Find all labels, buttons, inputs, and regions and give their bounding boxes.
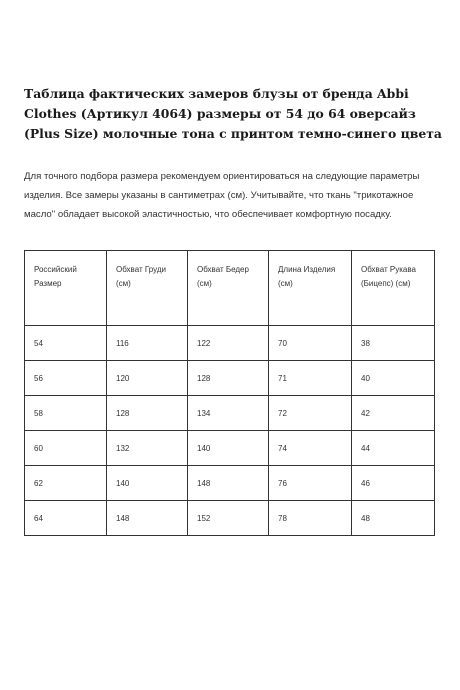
table-cell: 152	[188, 501, 269, 536]
table-cell: 74	[269, 431, 352, 466]
table-cell: 40	[352, 361, 435, 396]
header-label: (см)	[197, 279, 212, 288]
table-row	[25, 431, 435, 466]
header-sleeve	[352, 251, 435, 326]
table-cell: 122	[188, 326, 269, 361]
table-cell: 60	[25, 431, 107, 466]
table-cell: 148	[107, 501, 188, 536]
table-cell: 42	[352, 396, 435, 431]
header-hips	[188, 251, 269, 326]
table-cell: 70	[269, 326, 352, 361]
table-cell: 128	[188, 361, 269, 396]
header-label: Обхват Груди	[116, 265, 166, 274]
table-cell: 134	[188, 396, 269, 431]
table-row	[25, 396, 435, 431]
size-chart-table	[24, 250, 435, 536]
table-cell: 78	[269, 501, 352, 536]
header-label: Размер	[34, 279, 62, 288]
header-length	[269, 251, 352, 326]
table-cell: 58	[25, 396, 107, 431]
table-cell: 140	[188, 431, 269, 466]
table-cell: 56	[25, 361, 107, 396]
table-cell: 62	[25, 466, 107, 501]
intro-paragraph: Для точного подбора размера рекомендуем ориентироваться на следующие параметры изделия. Все замеры указаны в сантиметрах (см). Учитывайте, что ткань "трикотажное масло" обладает высокой эластичностью, что обеспечивает комфортную посадку.	[24, 171, 420, 220]
table-cell: 72	[269, 396, 352, 431]
header-label: Обхват Рукава	[361, 265, 416, 274]
document-title: Таблица фактических замеров блузы от бренда Abbi Clothes (Артикул 4064) размеры от 54 до 64 оверсайз (Plus Size) молочные тона с принтом темно-синего цвета	[24, 86, 442, 141]
table-cell: 116	[107, 326, 188, 361]
header-chest	[107, 251, 188, 326]
table-cell: 128	[107, 396, 188, 431]
table-cell: 76	[269, 466, 352, 501]
header-label: Российский	[34, 265, 77, 274]
table-cell: 46	[352, 466, 435, 501]
table-cell: 132	[107, 431, 188, 466]
header-label: (см)	[278, 279, 293, 288]
table-cell: 148	[188, 466, 269, 501]
table-header-row	[25, 251, 435, 326]
table-row	[25, 466, 435, 501]
table-cell: 140	[107, 466, 188, 501]
table-row	[25, 501, 435, 536]
table-cell: 120	[107, 361, 188, 396]
table-cell: 54	[25, 326, 107, 361]
table-cell: 44	[352, 431, 435, 466]
header-label: Длина Изделия	[278, 265, 336, 274]
header-label: (см)	[116, 279, 131, 288]
table-cell: 48	[352, 501, 435, 536]
table-cell: 64	[25, 501, 107, 536]
table-row	[25, 326, 435, 361]
table-cell: 38	[352, 326, 435, 361]
table-cell: 71	[269, 361, 352, 396]
header-russian-size	[25, 251, 107, 326]
table-row	[25, 361, 435, 396]
header-label: (Бицепс) (см)	[361, 279, 411, 288]
header-label: Обхват Бедер	[197, 265, 249, 274]
